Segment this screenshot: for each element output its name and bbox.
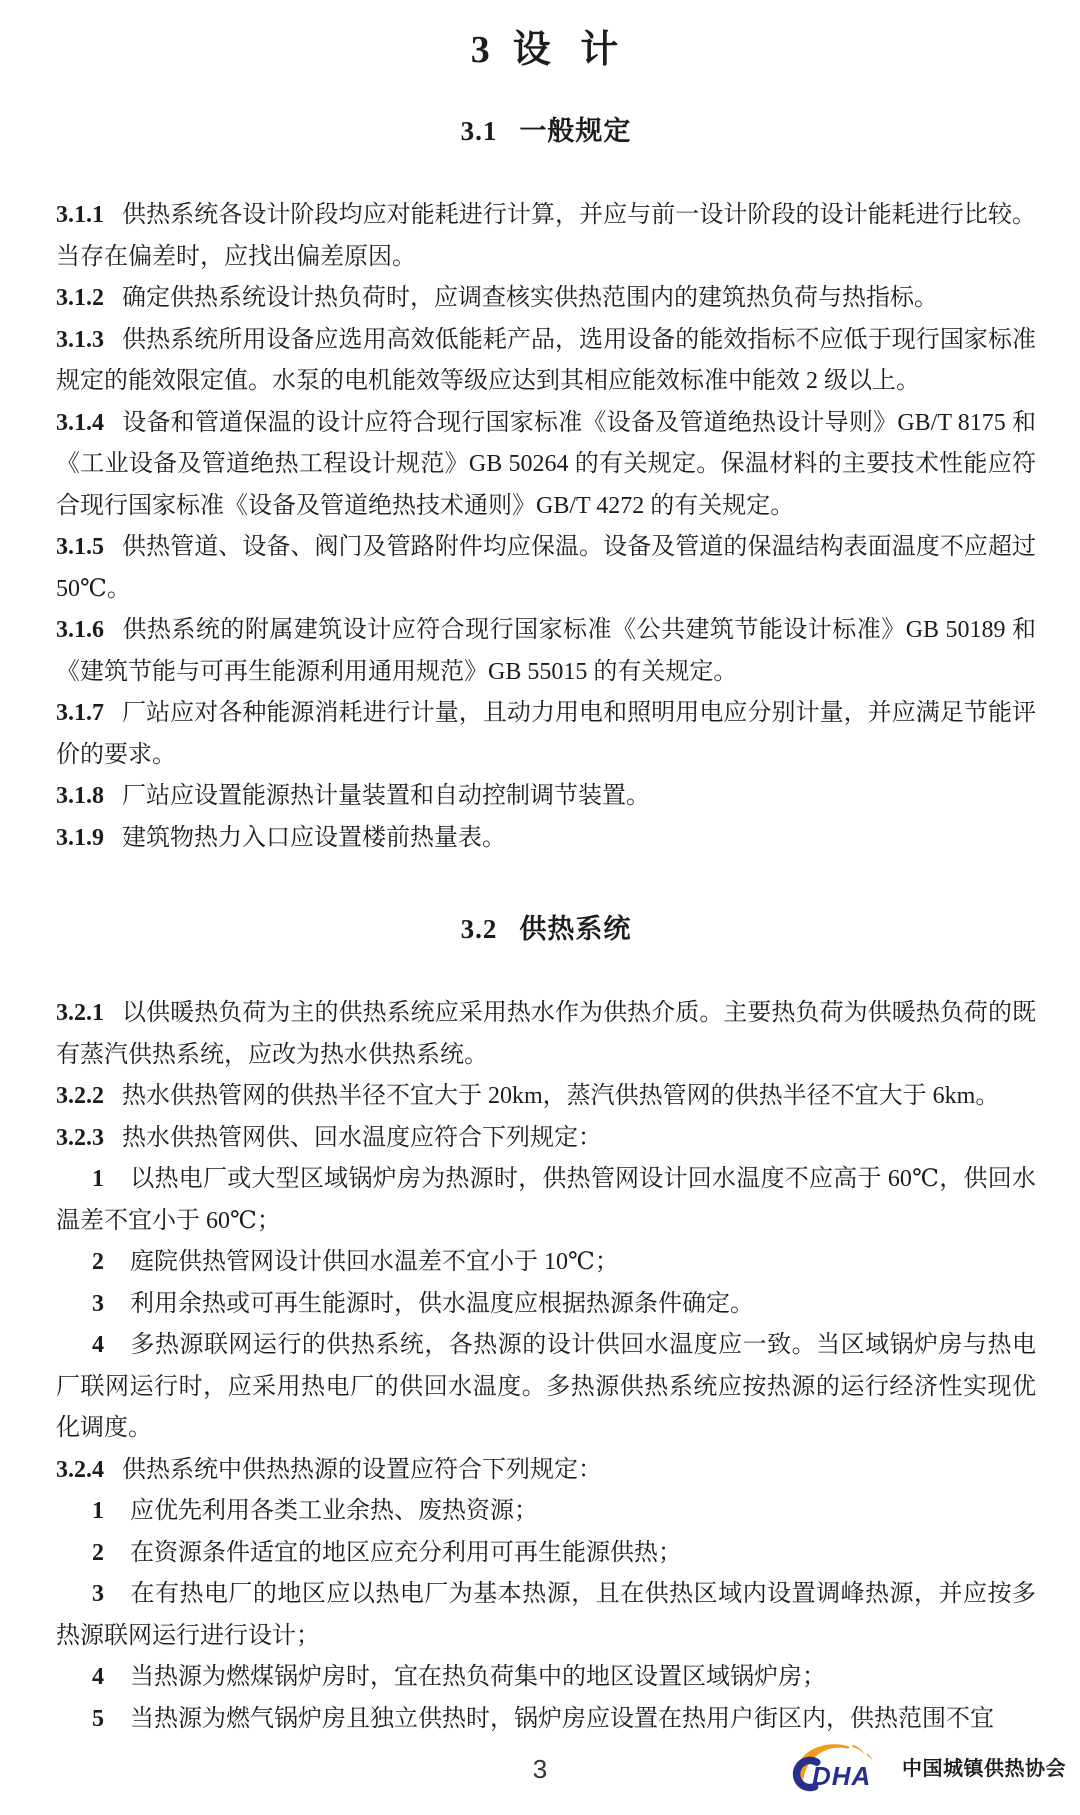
clause-text: 供热系统中供热热源的设置应符合下列规定： [122, 1456, 602, 1483]
clause-text: 热水供热管网供、回水温度应符合下列规定： [122, 1124, 602, 1151]
item-number: 4 [92, 1664, 104, 1690]
clause-text: 以供暖热负荷为主的供热系统应采用热水作为供热介质。主要热负荷为供暖热负荷的既有蒸汽供热系统，应改为热水供热系统。 [56, 1000, 1036, 1068]
clause-paragraph [56, 403, 1036, 528]
item-number: 3 [92, 1290, 104, 1317]
clause-number: 3.1.6 [56, 617, 104, 643]
clause-paragraph [56, 1450, 1036, 1492]
item-number: 1 [92, 1166, 104, 1192]
clause-number: 3.1.9 [56, 824, 104, 851]
clause-text: 建筑物热力入口应设置楼前热量表。 [122, 824, 506, 851]
section-label: 一般规定 [519, 116, 632, 146]
clause-number: 3.1.4 [56, 409, 104, 436]
list-item [56, 1325, 1036, 1450]
section-number: 3.2 [460, 914, 498, 944]
item-text: 多热源联网运行的供热系统，各热源的设计供回水温度应一致。当区域锅炉房与热电厂联网运行时，应采用热电厂的供回水温度。多热源供热系统应按热源的运行经济性实现优化调度。 [56, 1332, 1036, 1441]
clause-paragraph [56, 1118, 1036, 1160]
clause-text: 供热系统的附属建筑设计应符合现行国家标准《公共建筑节能设计标准》GB 50189 和《建筑节能与可再生能源利用通用规范》GB 55015 的有关规定。 [56, 617, 1036, 685]
list-item [56, 1159, 1036, 1242]
item-number: 5 [92, 1705, 104, 1732]
clause-number: 3.2.1 [56, 1000, 104, 1026]
document-body [56, 113, 1036, 1740]
clause-number: 3.1.5 [56, 534, 104, 560]
clause-paragraph [56, 195, 1036, 278]
clause-number: 3.2.2 [56, 1083, 104, 1109]
section-heading [56, 113, 1036, 149]
item-number: 2 [92, 1249, 104, 1275]
clause-paragraph [56, 278, 1036, 320]
clause-paragraph [56, 610, 1036, 693]
clause-paragraph [56, 527, 1036, 610]
item-text: 在资源条件适宜的地区应充分利用可再生能源供热； [130, 1539, 682, 1566]
list-item [56, 1491, 1036, 1533]
clause-paragraph [56, 993, 1036, 1076]
chapter-title: 设 计 [512, 29, 622, 71]
chapter-number: 3 [470, 29, 493, 71]
logo-abbreviation: DHA [812, 1761, 872, 1791]
list-item [56, 1284, 1036, 1326]
item-text: 庭院供热管网设计供回水温差不宜小于 10℃； [130, 1249, 619, 1275]
item-text: 在有热电厂的地区应以热电厂为基本热源，且在供热区域内设置调峰热源，并应按多热源联网运行进行设计； [56, 1581, 1036, 1649]
clause-number: 3.1.2 [56, 285, 104, 311]
clause-text: 厂站应设置能源热计量装置和自动控制调节装置。 [122, 783, 650, 809]
logo-organization-name: 中国城镇供热协会 [902, 1757, 1066, 1780]
item-number: 1 [92, 1498, 104, 1524]
clause-number: 3.2.3 [56, 1124, 104, 1151]
item-number: 3 [92, 1581, 104, 1607]
chapter-heading [56, 25, 1036, 75]
clause-paragraph [56, 1076, 1036, 1118]
clause-text: 供热管道、设备、阀门及管路附件均应保温。设备及管道的保温结构表面温度不应超过 50℃。 [56, 534, 1036, 602]
clause-number: 3.2.4 [56, 1456, 104, 1483]
clause-paragraph [56, 693, 1036, 776]
clause-text: 确定供热系统设计热负荷时，应调查核实供热范围内的建筑热负荷与热指标。 [122, 285, 938, 311]
list-item [56, 1533, 1036, 1575]
clause-number: 3.1.7 [56, 700, 104, 726]
clause-number: 3.1.3 [56, 326, 104, 353]
item-text: 利用余热或可再生能源时，供水温度应根据热源条件确定。 [130, 1290, 754, 1317]
clause-paragraph [56, 818, 1036, 860]
list-item [56, 1574, 1036, 1657]
clause-text: 供热系统各设计阶段均应对能耗进行计算，并应与前一设计阶段的设计能耗进行比较。当存在偏差时，应找出偏差原因。 [56, 202, 1036, 270]
clause-number: 3.1.8 [56, 783, 104, 809]
clause-text: 厂站应对各种能源消耗进行计量，且动力用电和照明用电应分别计量，并应满足节能评价的要求。 [56, 700, 1036, 768]
clause-text: 设备和管道保温的设计应符合现行国家标准《设备及管道绝热设计导则》GB/T 8175 和《工业设备及管道绝热工程设计规范》GB 50264 的有关规定。保温材料的主要技术性能应符合现行国家标准《设备及管道绝热技术通则》GB/T 4272 的有关规定。 [56, 409, 1036, 519]
section-heading [56, 911, 1036, 947]
section-label: 供热系统 [519, 914, 632, 944]
clause-paragraph [56, 776, 1036, 818]
list-item [56, 1699, 1036, 1741]
item-number: 4 [92, 1332, 104, 1358]
list-item [56, 1242, 1036, 1284]
item-text: 当热源为燃气锅炉房且独立供热时，锅炉房应设置在热用户街区内，供热范围不宜 [130, 1705, 994, 1732]
item-text: 当热源为燃煤锅炉房时，宜在热负荷集中的地区设置区域锅炉房； [130, 1664, 826, 1690]
page-number: 3 [532, 1754, 548, 1784]
item-text: 应优先利用各类工业余热、废热资源； [130, 1498, 538, 1524]
item-text: 以热电厂或大型区域锅炉房为热源时，供热管网设计回水温度不应高于 60℃，供回水温差不宜小于 60℃； [56, 1166, 1036, 1234]
section-number: 3.1 [460, 116, 498, 146]
clause-paragraph [56, 320, 1036, 403]
list-item [56, 1657, 1036, 1699]
clause-text: 热水供热管网的供热半径不宜大于 20km，蒸汽供热管网的供热半径不宜大于 6km。 [122, 1083, 1000, 1109]
dha-emblem-icon [790, 1738, 894, 1794]
association-logo [790, 1737, 1066, 1795]
item-number: 2 [92, 1539, 104, 1566]
clause-text: 供热系统所用设备应选用高效低能耗产品，选用设备的能效指标不应低于现行国家标准规定的能效限定值。水泵的电机能效等级应达到其相应能效标准中能效 2 级以上。 [56, 326, 1036, 394]
clause-number: 3.1.1 [56, 202, 104, 228]
